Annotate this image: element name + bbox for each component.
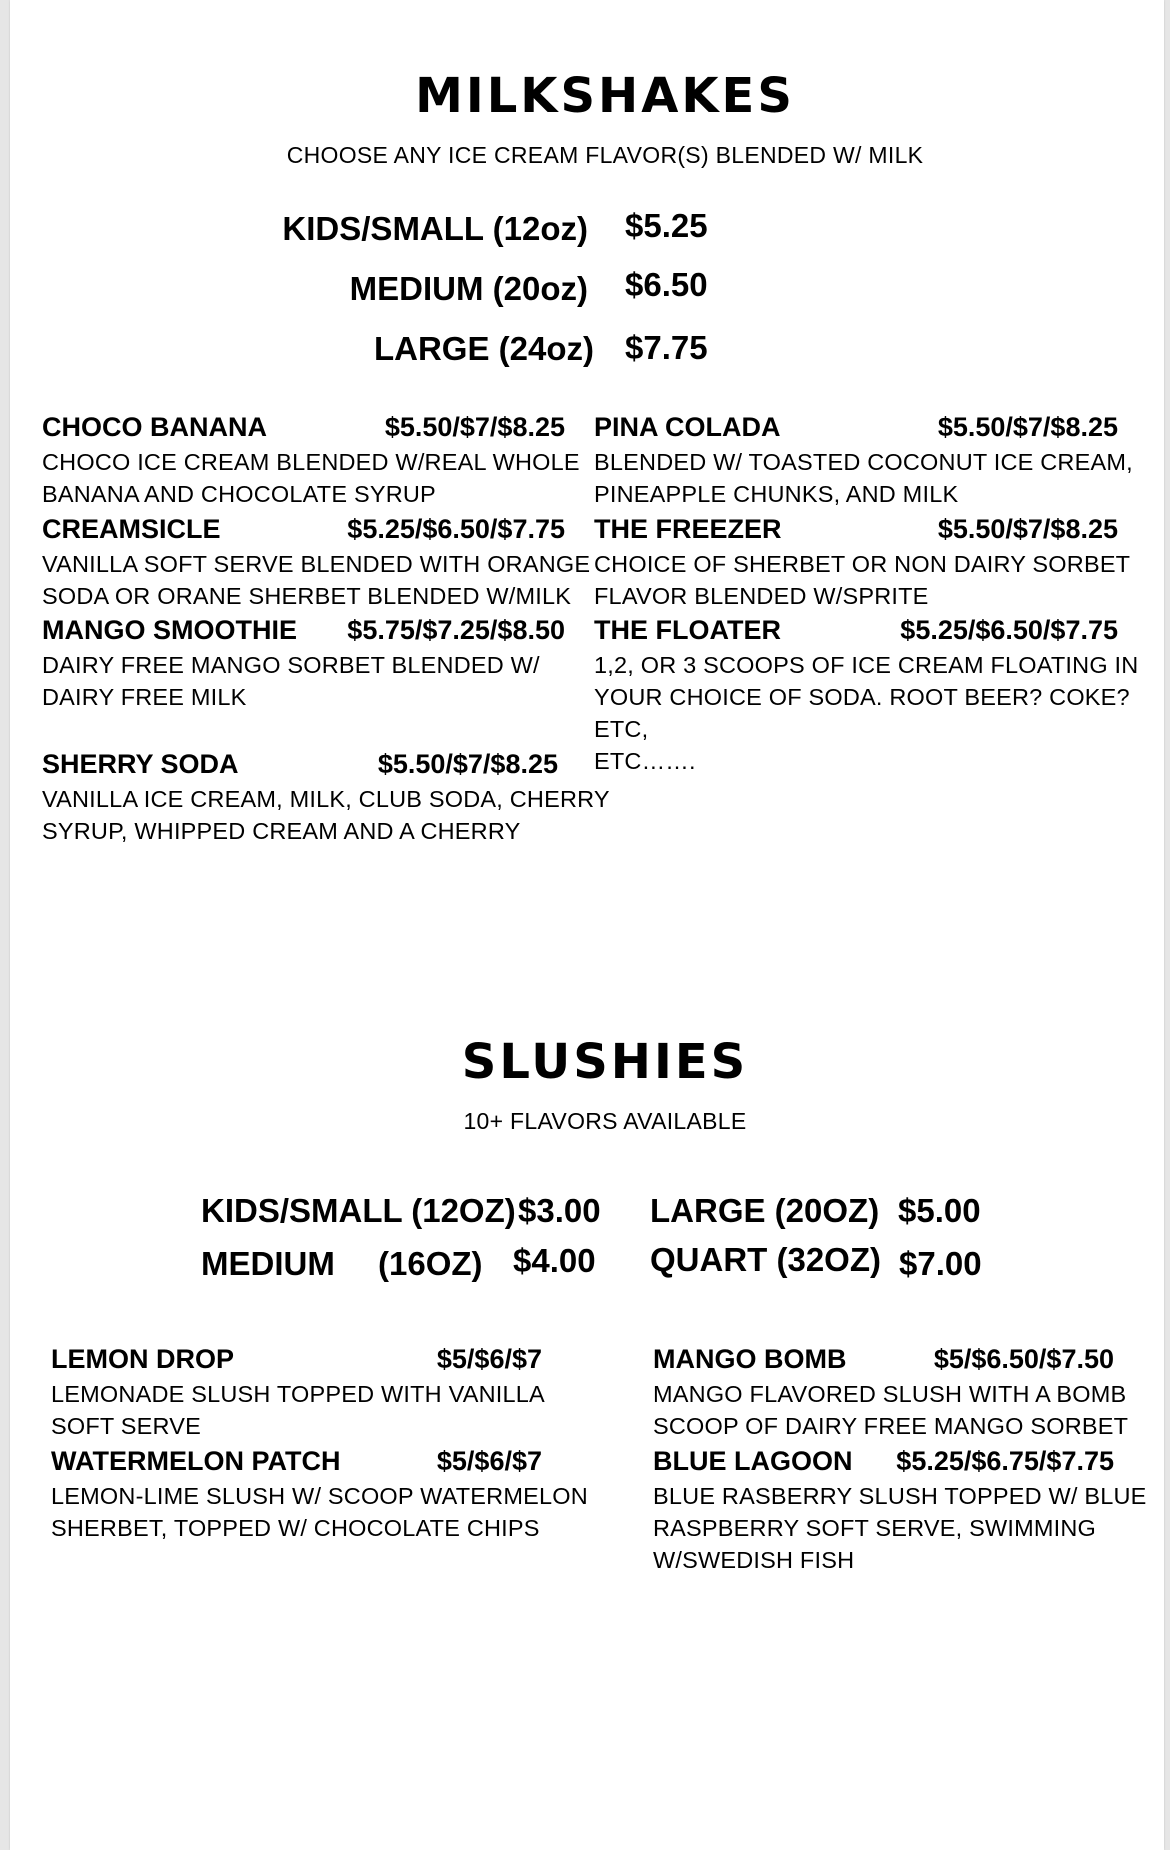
menu-item-name: SHERRY SODA	[42, 749, 239, 779]
menu-item-price: $5/$6.50/$7.50	[933, 1344, 1114, 1374]
menu-item-name: THE FLOATER	[594, 615, 781, 645]
milkshake-size-label: KIDS/SMALL (12oz)	[282, 210, 588, 247]
slushies-subtitle: 10+ FLAVORS AVAILABLE	[463, 1108, 747, 1134]
menu-item-price: $5.25/$6.75/$7.75	[896, 1446, 1114, 1476]
menu-item-name: WATERMELON PATCH	[51, 1446, 341, 1476]
menu-item-price: $5.50/$7/$8.25	[937, 514, 1118, 544]
menu-item-name: BLUE LAGOON	[653, 1446, 853, 1476]
milkshake-size-label: LARGE (24oz)	[373, 330, 594, 367]
milkshakes-subtitle: CHOOSE ANY ICE CREAM FLAVOR(S) BLENDED W/ MILK	[286, 142, 924, 168]
menu-item-price: $5.50/$7/$8.25	[937, 412, 1118, 442]
menu-item-name: PINA COLADA	[594, 412, 781, 442]
slushies-title: SLUSHIES	[461, 1034, 749, 1090]
menu-item-name: LEMON DROP	[51, 1344, 235, 1374]
menu-item-price: $5.75/$7.25/$8.50	[347, 615, 565, 645]
menu-item-description: LEMONADE SLUSH TOPPED WITH VANILLA SOFT SERVE	[51, 1381, 545, 1439]
slushie-size-label-oz: (16OZ)	[378, 1245, 483, 1282]
slushie-size-label: QUART (32OZ)	[650, 1241, 881, 1278]
menu-item-price: $5.25/$6.50/$7.75	[900, 615, 1118, 645]
menu-item-description: CHOICE OF SHERBET OR NON DAIRY SORBET FLAVOR BLENDED W/SPRITE	[594, 551, 1131, 609]
slushie-size-price: $5.00	[898, 1192, 981, 1229]
slushie-size-price: $3.00	[518, 1192, 601, 1229]
slushie-size-price: $7.00	[899, 1245, 982, 1282]
menu-item-name: MANGO SMOOTHIE	[42, 615, 297, 645]
menu-item-price: $5/$6/$7	[436, 1446, 542, 1476]
menu-item-name: MANGO BOMB	[653, 1344, 847, 1374]
menu-item-description: DAIRY FREE MANGO SORBET BLENDED W/ DAIRY FREE MILK	[42, 652, 540, 710]
menu-item-description: MANGO FLAVORED SLUSH WITH A BOMB SCOOP OF DAIRY FREE MANGO SORBET	[653, 1381, 1129, 1439]
menu-item-price: $5.50/$7/$8.25	[377, 749, 558, 779]
menu-item-description: BLUE RASBERRY SLUSH TOPPED W/ BLUE RASPBERRY SOFT SERVE, SWIMMING W/SWEDISH FISH	[653, 1483, 1147, 1573]
menu-item-name: THE FREEZER	[594, 514, 782, 544]
menu-item-price: $5/$6/$7	[436, 1344, 542, 1374]
milkshake-size-label: MEDIUM (20oz)	[349, 270, 588, 307]
slushie-size-label: MEDIUM	[201, 1245, 335, 1282]
slushie-size-label: KIDS/SMALL (12OZ)	[201, 1192, 516, 1229]
milkshakes-title: MILKSHAKES	[415, 68, 795, 124]
menu-item-description: LEMON-LIME SLUSH W/ SCOOP WATERMELON SHERBET, TOPPED W/ CHOCOLATE CHIPS	[51, 1483, 588, 1541]
menu-item-description: BLENDED W/ TOASTED COCONUT ICE CREAM, PINEAPPLE CHUNKS, AND MILK	[594, 449, 1133, 507]
menu-page	[10, 0, 1164, 1850]
menu-item-description: VANILLA ICE CREAM, MILK, CLUB SODA, CHERRY SYRUP, WHIPPED CREAM AND A CHERRY	[42, 786, 610, 844]
menu-item-description: VANILLA SOFT SERVE BLENDED WITH ORANGE SODA OR ORANE SHERBET BLENDED W/MILK	[42, 551, 591, 609]
menu-item-price: $5.25/$6.50/$7.75	[347, 514, 565, 544]
slushie-size-price: $4.00	[513, 1242, 596, 1279]
menu-item-description: 1,2, OR 3 SCOOPS OF ICE CREAM FLOATING IN YOUR CHOICE OF SODA. ROOT BEER? COKE? ETC, ETC…….	[594, 652, 1139, 774]
menu-item-description: CHOCO ICE CREAM BLENDED W/REAL WHOLE BANANA AND CHOCOLATE SYRUP	[42, 449, 580, 507]
slushie-size-label: LARGE (20OZ)	[650, 1192, 880, 1229]
milkshake-size-price: $5.25	[625, 207, 708, 244]
menu-item-name: CHOCO BANANA	[42, 412, 267, 442]
menu-item-name: CREAMSICLE	[42, 514, 221, 544]
milkshake-size-price: $6.50	[625, 266, 708, 303]
milkshake-size-price: $7.75	[625, 329, 708, 366]
menu-item-price: $5.50/$7/$8.25	[384, 412, 565, 442]
